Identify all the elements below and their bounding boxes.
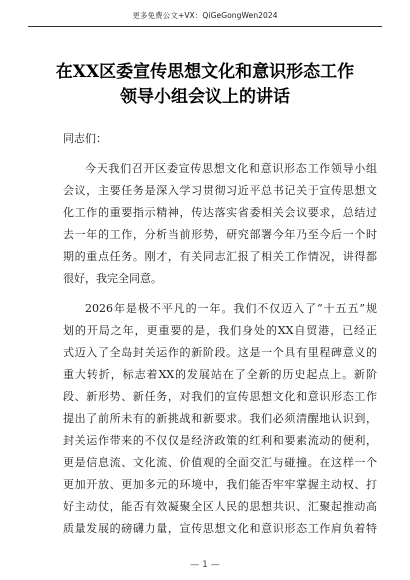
paragraph-line: 去一年的工作，分析当前形势，研究部署今年乃至今后一个时 [63, 228, 377, 241]
paragraph-gap [85, 290, 377, 298]
paragraph-line: 很好，我完全同意。 [63, 272, 162, 285]
salutation: 同志们： [63, 132, 107, 145]
paragraph-line: 今天我们召开区委宣传思想文化和意识形态工作领导小组 [85, 162, 377, 175]
paragraph-line: 更是信息流、文化流、价值观的全面交汇与碰撞。在这样一个 [63, 456, 377, 469]
title-line-1: 在XX区委宣传思想文化和意识形态工作 [55, 62, 355, 82]
paragraph-line: 段、新形势、新任务，对我们的宣传思想文化和意识形态工作 [63, 390, 377, 403]
page-number: — 1 — [190, 560, 220, 570]
paragraph-gap [85, 150, 377, 158]
paragraph-line: 划的开局之年，更重要的是，我们身处的XX自贸港，已经正 [63, 324, 377, 337]
paragraph-line: 化工作的重要指示精神，传达落实省委相关会议要求，总结过 [63, 206, 377, 219]
header-divider [28, 26, 382, 27]
header-note: 更多免费公文+VX：QiGeGongWen2024 [132, 11, 278, 20]
document-title [40, 60, 370, 110]
paragraph-line: 好主动仗，能否有效凝聚全区人民的思想共识、汇聚起推动高 [63, 500, 377, 513]
paragraph-line: 2026年是极不平凡的一年。我们不仅迈入了“十五五”规 [85, 302, 377, 315]
paragraph-line: 封关运作带来的不仅仅是经济政策的红利和要素流动的便利， [63, 434, 377, 447]
paragraph-line: 式迈入了全岛封关运作的新阶段。这是一个具有里程碑意义的 [63, 346, 377, 359]
paragraph-line: 会议，主要任务是深入学习贯彻习近平总书记关于宣传思想文 [63, 184, 377, 197]
paragraph-line: 提出了前所未有的新挑战和新要求。我们必须清醒地认识到， [63, 412, 377, 425]
paragraph-line: 更加开放、更加多元的环境中，我们能否牢牢掌握主动权、打 [63, 478, 377, 491]
paragraph-line: 重大转折，标志着XX的发展站在了全新的历史起点上。新阶 [63, 368, 377, 381]
paragraph-line: 期的重点任务。刚才，有关同志汇报了相关工作情况，讲得都 [63, 250, 377, 263]
paragraph-1 [63, 158, 377, 290]
document-body [63, 128, 377, 540]
paragraph-2 [63, 298, 377, 540]
paragraph-line: 质量发展的磅礴力量，宣传思想文化和意识形态工作肩负着特 [63, 522, 377, 535]
title-line-2: 领导小组会议上的讲话 [120, 87, 290, 107]
